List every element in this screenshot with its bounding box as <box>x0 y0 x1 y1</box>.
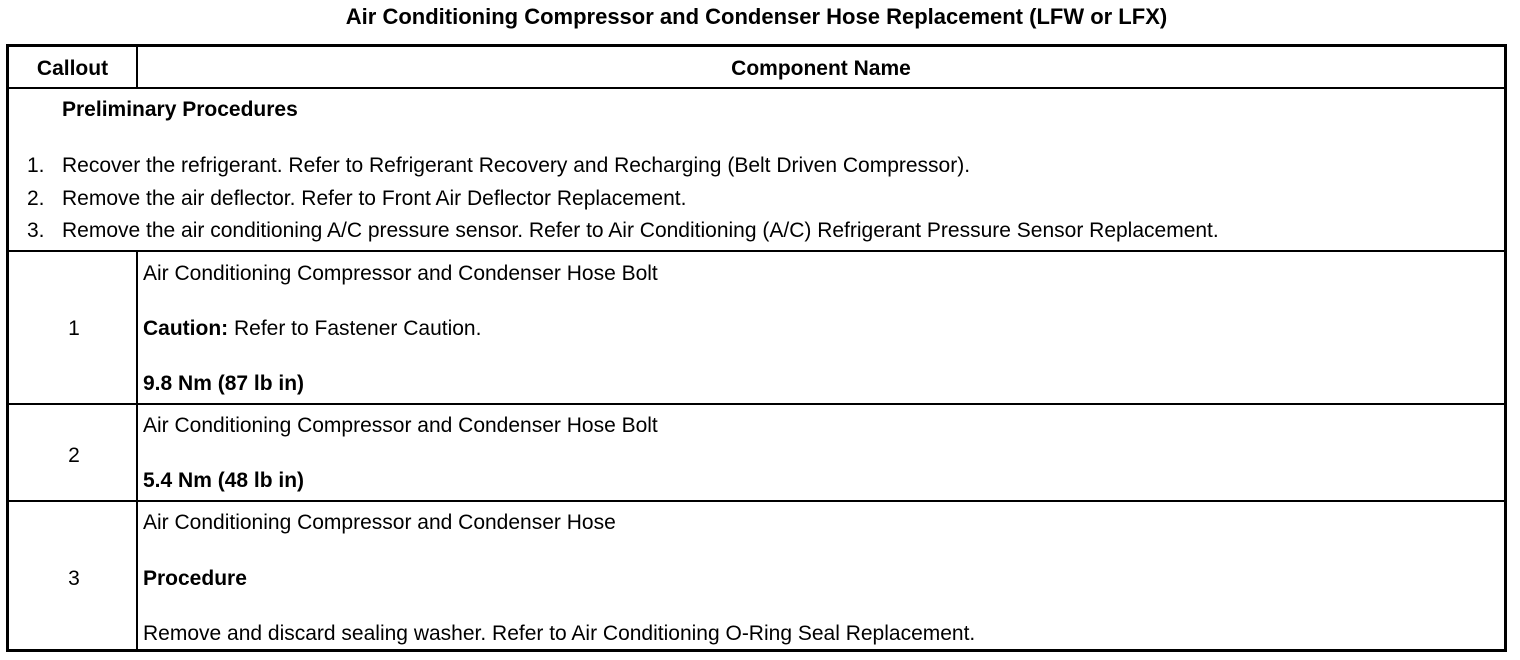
header-callout: Callout <box>36 57 109 80</box>
header-divider <box>9 87 1504 89</box>
step-text: Remove the air conditioning A/C pressure sensor. Refer to Air Conditioning (A/C) Refrigerant Pressure Sensor Replacement. <box>62 219 1219 242</box>
row-divider <box>9 403 1504 405</box>
preliminary-heading: Preliminary Procedures <box>62 98 298 121</box>
torque-spec: 5.4 Nm (48 lb in) <box>143 469 305 492</box>
callout-number: 3 <box>68 567 80 590</box>
callout-number: 2 <box>68 444 80 467</box>
step-number: 3. <box>27 219 45 242</box>
torque-spec: 9.8 Nm (87 lb in) <box>143 372 305 395</box>
header-component-name: Component Name <box>731 57 911 80</box>
row-divider <box>9 250 1504 252</box>
component-name: Air Conditioning Compressor and Condenser Hose Bolt <box>143 262 658 285</box>
step-text: Remove the air deflector. Refer to Front Air Deflector Replacement. <box>62 187 687 210</box>
step-number: 2. <box>27 187 45 210</box>
procedure-heading: Procedure <box>143 567 247 590</box>
document-title: Air Conditioning Compressor and Condenser Hose Replacement (LFW or LFX) <box>345 4 1168 29</box>
component-table <box>6 44 1507 652</box>
component-name: Air Conditioning Compressor and Condenser Hose Bolt <box>143 414 658 437</box>
callout-number: 1 <box>68 317 80 340</box>
component-name: Air Conditioning Compressor and Condenser Hose <box>143 511 616 534</box>
caution-note <box>143 317 481 341</box>
procedure-text: Remove and discard sealing washer. Refer to Air Conditioning O-Ring Seal Replacement. <box>143 622 976 645</box>
caution-text: Refer to Fastener Caution. <box>228 317 482 340</box>
step-number: 1. <box>27 154 45 177</box>
caution-label: Caution: <box>143 317 229 340</box>
step-text: Recover the refrigerant. Refer to Refrigerant Recovery and Recharging (Belt Driven Compressor). <box>62 154 971 177</box>
row-divider <box>9 500 1504 502</box>
